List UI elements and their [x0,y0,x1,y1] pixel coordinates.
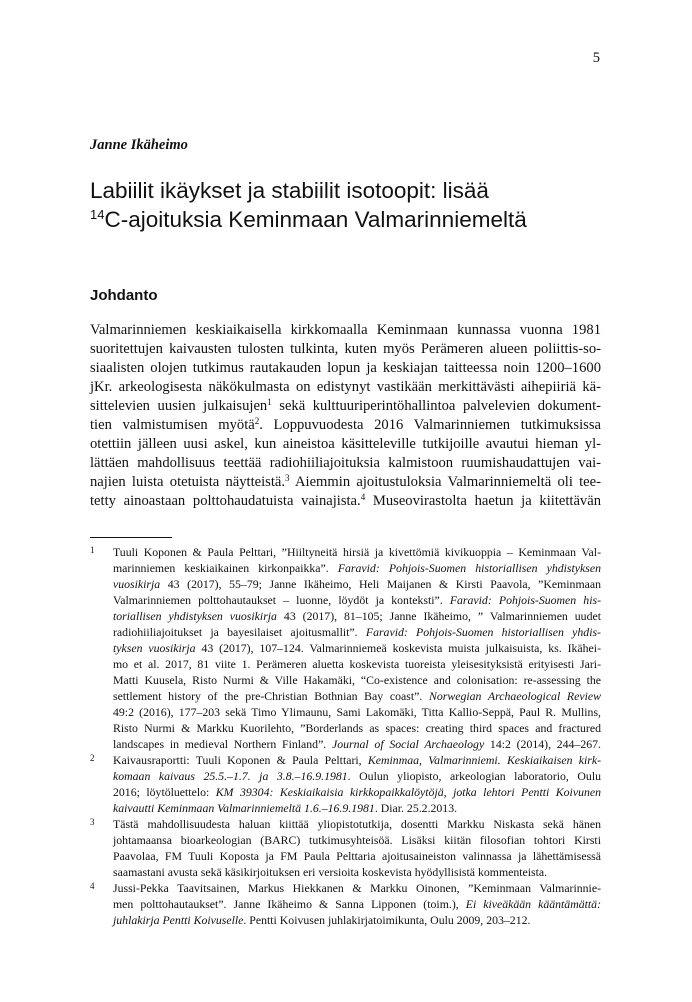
footnote-line [113,624,601,640]
footnote-run: 43 (2017), 107–124. Valmarinniemeä koskevista muista julkaisuista, ks. Ikähei- [195,641,601,655]
footnote-run-italic: kaivautti Keminmaan Valmarinniemeltä 1.6.–16.9.1981 [113,801,375,815]
footnote-line [113,736,601,752]
footnote-run-italic: Faravid: Pohjois-Suomen historiallisen yhdistyksen [337,561,601,575]
footnote-run: Valmarinniemen polttohautaukset – luonne, löydöt ja konteksti”. [113,593,450,607]
title-line-1: Labiilit ikäykset ja stabiilit isotoopit: lisää [90,178,489,203]
body-text-run: Aiemmin ajoitustuloksia Valmarinniemeltä oli tee- [289,474,601,490]
footnote-ref[interactable]: 4 [360,492,366,502]
footnote-run: . Pentti Koivusen juhlakirjatoimikunta, Oulu 2009, 203–212. [243,913,531,927]
footnote-ref[interactable]: 3 [285,473,290,483]
footnote-line [113,912,601,928]
footnote-run-italic: Ei kiveäkään kääntämättä: [465,897,602,911]
footnote-run: 43 (2017), 81–105; Janne Ikäheimo, ” Valmarinniemen uudet [276,609,601,623]
footnote-line: johtamaansa bioarkeologian (BARC) tutkimusyhteisöä. Lisäksi kiitän filosofian tohtori Kirsti [113,833,601,847]
footnote-line [113,592,601,608]
body-paragraph [90,321,601,511]
body-line [90,473,601,492]
footnote-run: Kaivausraportti: Tuuli Koponen & Paula Pelttari, [113,753,368,767]
footnote-run: marinniemen keskiaikainen kirkonpaikka”. [113,561,338,575]
footnote-run-italic: vuosikirja [113,577,161,591]
footnote-line [113,576,601,592]
title-superscript: 14 [90,207,105,222]
footnote-number: 2 [90,753,95,763]
footnote-number: 3 [90,817,95,827]
footnote-number: 1 [90,545,95,555]
footnote-run: landscapes in medieval Northern Finland”. [113,737,332,751]
footnote-line [113,784,601,800]
body-text-run: tetty ainoastaan polttohaudatuista vainajista. [90,493,361,509]
footnote-line: mo et al. 2017, 81 viite 1. Perämeren aluetta koskevista tuoreista yleisesityksistä erityisesti Jari- [113,657,601,671]
footnote-run: . Diar. 25.2.2013. [374,801,458,815]
footnote-run: 43 (2017), 55–79; Janne Ikäheimo, Heli Maijanen & Kirsti Paavola, ”Keminmaan [160,577,601,591]
footnote-2 [90,752,601,816]
body-text-run: najien luista otetuista näytteistä. [90,474,286,490]
footnote-3 [90,816,601,880]
body-text-run: . Loppuvuodesta 2016 Valmarinniemen tutkimuksissa [259,417,601,433]
body-text-run: tien valmistumisen myötä [90,417,255,433]
footnote-run: radiohiiliajoitukset ja bayesilaiset ajoitusmallit”. [113,625,366,639]
footnote-run-italic: Faravid: Pohjois-Suomen historiallisen yhdis- [365,625,601,639]
author-name: Janne Ikäheimo [90,137,188,153]
footnote-line: Risto Nurmi & Markku Kuorilehto, ”Borderlands as spaces: creating third spaces and fractured [113,721,601,735]
footnote-line [113,752,601,768]
section-heading: Johdanto [90,287,158,304]
body-line [90,397,601,416]
footnote-separator [90,537,172,538]
footnote-line [113,640,601,656]
footnote-line: Tuuli Koponen & Paula Pelttari, ”Hiiltyneitä hirsiä ja kivettömiä kivikuoppia – Keminmaan Val- [113,545,601,559]
footnote-run: 2016; löytöluettelo: [113,785,216,799]
footnote-run-italic: Keminmaa, Valmarinniemi. Keskiaikaisen kirk- [367,753,602,767]
footnote-run-italic: Faravid: Pohjois-Suomen his- [449,593,601,607]
body-line [90,416,601,435]
footnote-line [113,896,601,912]
footnote-ref[interactable]: 2 [254,416,260,426]
footnote-run-italic: Journal of Social Archaeology [332,737,485,751]
footnote-line: Paavolaa, FM Tuuli Kopostа ja FM Paula Pelttaria ajoitusaineiston valinnassa ja lähettämisessä [113,849,601,863]
footnote-number: 4 [90,881,95,891]
footnote-line [113,688,601,704]
body-line: siaalisten olojen tutkimus rautakauden lopun ja keskiajan taitteessa noin 1200–1600 [90,360,601,376]
footnote-line: Matti Kuusela, Risto Nurmi & Ville Hakamäki, “Co-existence and colonisation: re-assessing the [113,673,601,687]
footnote-run: settlement history of the pre-Christian Bothnian Bay coast”. [113,689,430,703]
body-line: lättäen mahdollisuus teettää radiohiiliajoituksia kalmistoon ruumishaudattujen vai- [90,455,601,471]
title-line-2: C-ajoituksia Keminmaan Valmarinniemeltä [104,207,527,232]
footnote-1 [90,544,601,752]
footnote-line: saamastani avusta sekä käsikirjoituksen eri versioita koskevista hyödyllisistä kommenteista. [113,865,548,879]
footnote-ref[interactable]: 1 [267,397,272,407]
body-line: suoritettujen kaivausten tulosten tulkinta, kuten myös Perämeren alueen poliittis-so- [90,341,601,357]
page-number: 5 [592,50,600,66]
footnote-run-italic: tyksen vuosikirja [113,641,196,655]
footnote-line [113,800,601,816]
body-line [90,492,601,511]
body-line: Valmarinniemen keskiaikaisella kirkkomaalla Keminmaan kunnassa vuonna 1981 [90,322,601,338]
footnote-run-italic: KM 39304: Keskiaikaisia kirkkopaikkalöytöjä, jotka lehtori Pentti Koivunen [215,785,601,799]
body-text-run: sekä kulttuuriperintöhallintoa palvelevien dokument- [271,398,601,414]
footnote-line [113,768,601,784]
body-text-run: Museovirastolta haetun ja kiitettävän [365,493,602,509]
footnote-run: men polttohautaukset”. Janne Ikäheimo & Sanna Lipponen (toim.), [113,897,466,911]
footnote-line: Tästä mahdollisuudesta haluan kiittää yliopistotutkija, dosentti Markku Niskasta sekä hänen [113,817,601,831]
footnote-line [113,560,601,576]
footnote-line: 49:2 (2016), 177–203 sekä Timo Ylimaunu, Sami Lakomäki, Titta Kallio-Seppä, Paul R. Mullins, [113,705,601,719]
footnote-run-italic: Norwegian Archaeological Review [429,689,601,703]
footnote-run: 14:2 (2014), 244–267. [484,737,601,751]
footnote-line: Jussi-Pekka Taavitsainen, Markus Hiekkanen & Markku Oinonen, ”Keminmaan Valmarinnie- [113,881,601,895]
footnote-run-italic: toriallisen yhdistyksen vuosikirja [113,609,277,623]
body-text-run: sittelevien uusien julkaisujen [90,398,268,414]
footnote-line [113,608,601,624]
body-line: jKr. arkeologisesta näkökulmasta on edistynyt vastikään merkittävästi aihepiiriä kä- [90,379,601,395]
body-line: otettiin jälleen uusi askel, kun aineistoa käsitteleville tutkijoille avautui hieman yl- [90,436,601,452]
article-title [90,176,605,234]
footnotes [90,544,601,928]
footnote-run-italic: juhlakirja Pentti Koivuselle [113,913,244,927]
footnote-run-italic: komaan kaivaus 25.5.–1.7. ja 3.8.–16.9.1981 [113,769,348,783]
footnote-4 [90,880,601,928]
footnote-run: . Oulun yliopisto, arkeologian laboratorio, Oulu [347,769,602,783]
